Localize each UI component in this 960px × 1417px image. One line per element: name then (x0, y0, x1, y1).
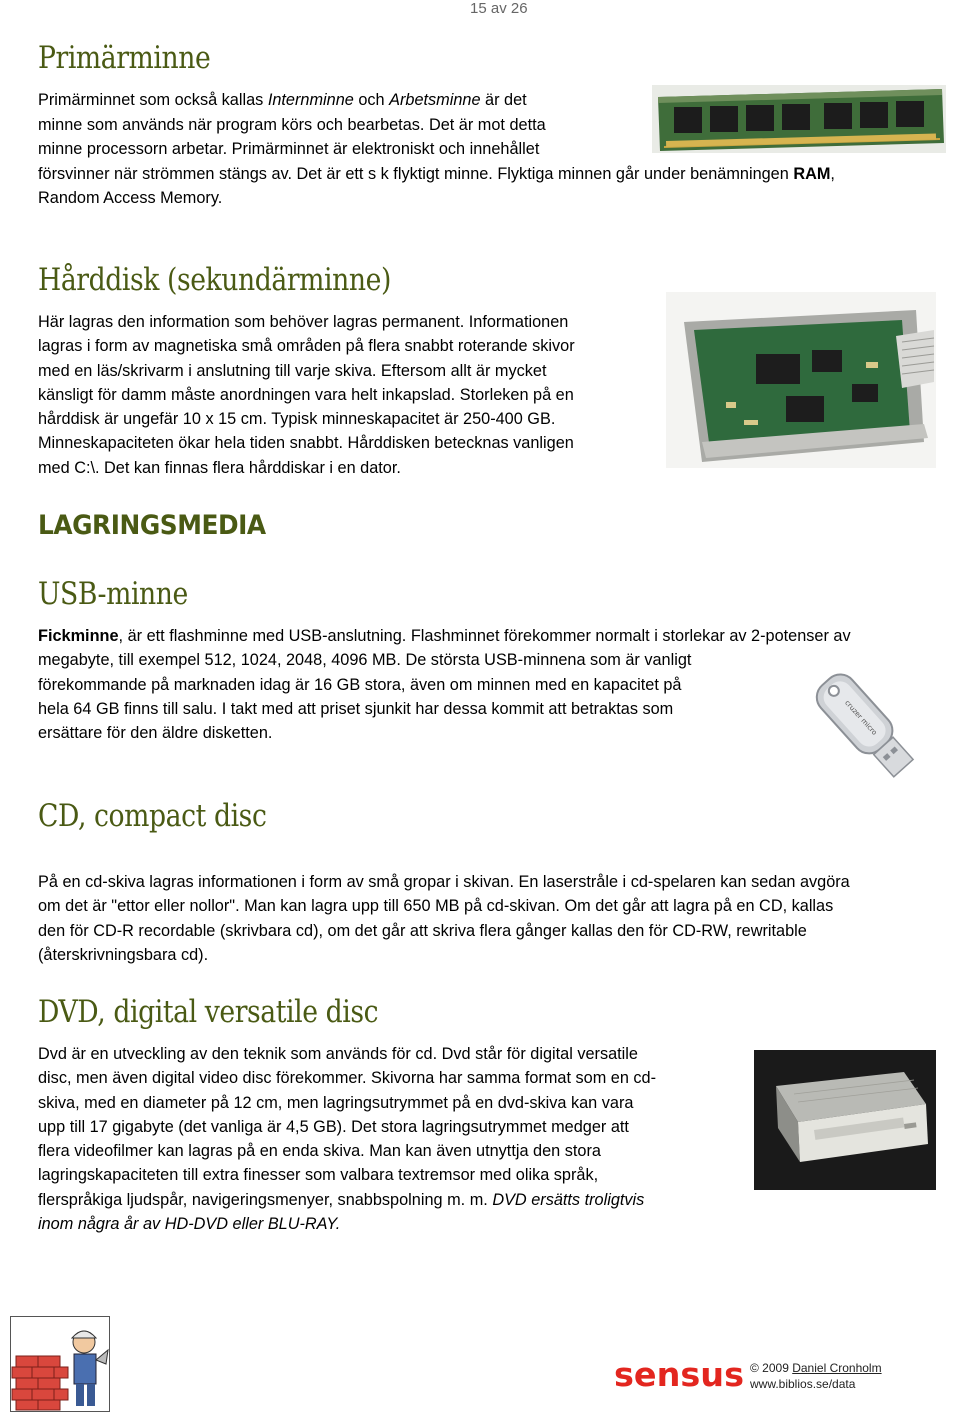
primarminne-line: Random Access Memory. (38, 189, 223, 207)
harddisk-line: Minneskapaciteten ökar hela tiden snabbt. Hårddisken betecknas vanligen (38, 434, 574, 453)
cd-line: (återskrivningsbara cd). (38, 945, 209, 964)
dvd-line: Dvd är en utveckling av den teknik som används för cd. Dvd står för digital versatile (38, 1045, 638, 1063)
dvd-line: lagringskapaciteten till extra finesser som valbara textremsor med olika språk, (38, 1166, 599, 1185)
cd-line: om det är "ettor eller nollor". Man kan lagra upp till 650 MB på cd-skivan. Om det går att lagra på en CD, kallas (38, 897, 834, 916)
heading-usb-minne: USB-minne (38, 576, 188, 612)
usb-line: hela 64 GB finns till salu. I takt med att priset sjunkit har dessa kommit att betraktas som (38, 699, 674, 718)
primarminne-line: minne som används när program körs och bearbetas. Det är mot detta (38, 115, 546, 134)
heading-cd: CD, compact disc (38, 798, 267, 834)
heading-primarminne: Primärminne (38, 40, 211, 76)
primarminne-line: försvinner när strömmen stängs av. Det är ett s k flyktigt minne. Flyktiga minnen går under benämningen RAM, (38, 164, 835, 183)
primarminne-line: Primärminnet som också kallas Internminne och Arbetsminne är det (38, 91, 527, 109)
harddisk-line: med en läs/skrivarm i anslutning till varje skiva. Eftersom allt är mycket (38, 361, 547, 380)
cd-line: den för CD-R recordable (skrivbara cd), om det går att skriva flera gånger kallas den för CD-RW, rewritable (38, 921, 807, 940)
harddisk-line: med C:\. Det kan finnas flera hårddiskar i en dator. (38, 458, 401, 477)
harddisk-text (38, 310, 658, 480)
dvd-line: inom några år av HD-DVD eller BLU-RAY. (38, 1215, 341, 1234)
cd-line: På en cd-skiva lagras informationen i form av små gropar i skivan. En laserstråle i cd-spelaren kan sedan avgöra (38, 873, 850, 891)
usb-stick-image (794, 660, 928, 794)
usb-line: ersättare för den äldre disketten. (38, 724, 273, 743)
website: www.biblios.se/data (750, 1377, 856, 1391)
builder-illustration (10, 1316, 110, 1412)
cd-text (38, 870, 948, 967)
harddisk-line: Här lagras den information som behöver lagras permanent. Informationen (38, 313, 569, 331)
ram-module-image (652, 85, 946, 153)
page-number: 15 av 26 (470, 0, 528, 17)
sensus-logo (614, 1356, 746, 1392)
heading-dvd: DVD, digital versatile disc (38, 994, 379, 1030)
harddisk-line: känsligt för damm måste anordningen vara helt inkapslad. Storleken på en (38, 385, 574, 404)
primarminne-line: minne processorn arbetar. Primärminnet är elektroniskt och innehållet (38, 140, 540, 158)
footer-credits (750, 1360, 950, 1392)
copyright: © 2009 (750, 1361, 793, 1375)
dvd-line: skiva, med en diameter på 12 cm, men lagringsutrymmet på en dvd-skiva kan vara (38, 1093, 634, 1112)
dvd-line: disc, men även digital video disc förekommer. Skivorna har samma format som en cd- (38, 1069, 657, 1088)
usb-line: förekommande på marknaden idag är 16 GB stora, även om minnen med en kapacitet på (38, 675, 682, 694)
heading-lagringsmedia: LAGRINGSMEDIA (38, 510, 266, 541)
usb-line: Fickminne, är ett flashminne med USB-anslutning. Flashminnet förekommer normalt i storlekar av 2-potenser av (38, 627, 851, 645)
heading-harddisk: Hårddisk (sekundärminne) (38, 262, 391, 298)
usb-label: cruzer micro (843, 698, 879, 737)
author-link[interactable]: Daniel Cronholm (792, 1361, 882, 1375)
harddisk-image (666, 292, 936, 468)
dvd-text (38, 1042, 758, 1236)
dvd-line: flera videofilmer kan lagras på en enda skiva. Man kan även utnyttja den stora (38, 1142, 601, 1161)
dvd-line: upp till 17 gigabyte (det vanliga är 4,5 GB). Det stora lagringsutrymmet medger att (38, 1117, 629, 1136)
sensus-logo-text: sensus (614, 1356, 744, 1392)
dvd-line: flerspråkiga ljudspår, navigeringsmenyer, snabbspolning m. m. DVD ersätts troligtvis (38, 1190, 645, 1209)
usb-line: megabyte, till exempel 512, 1024, 2048, 4096 MB. De största USB-minnena som är vanligt (38, 651, 692, 670)
dvd-drive-image (754, 1050, 936, 1190)
harddisk-line: lagras i form av magnetiska små områden på flera snabbt roterande skivor (38, 337, 575, 356)
harddisk-line: hårddisk är ungefär 10 x 15 cm. Typisk minneskapacitet är 250-400 GB. (38, 410, 556, 429)
